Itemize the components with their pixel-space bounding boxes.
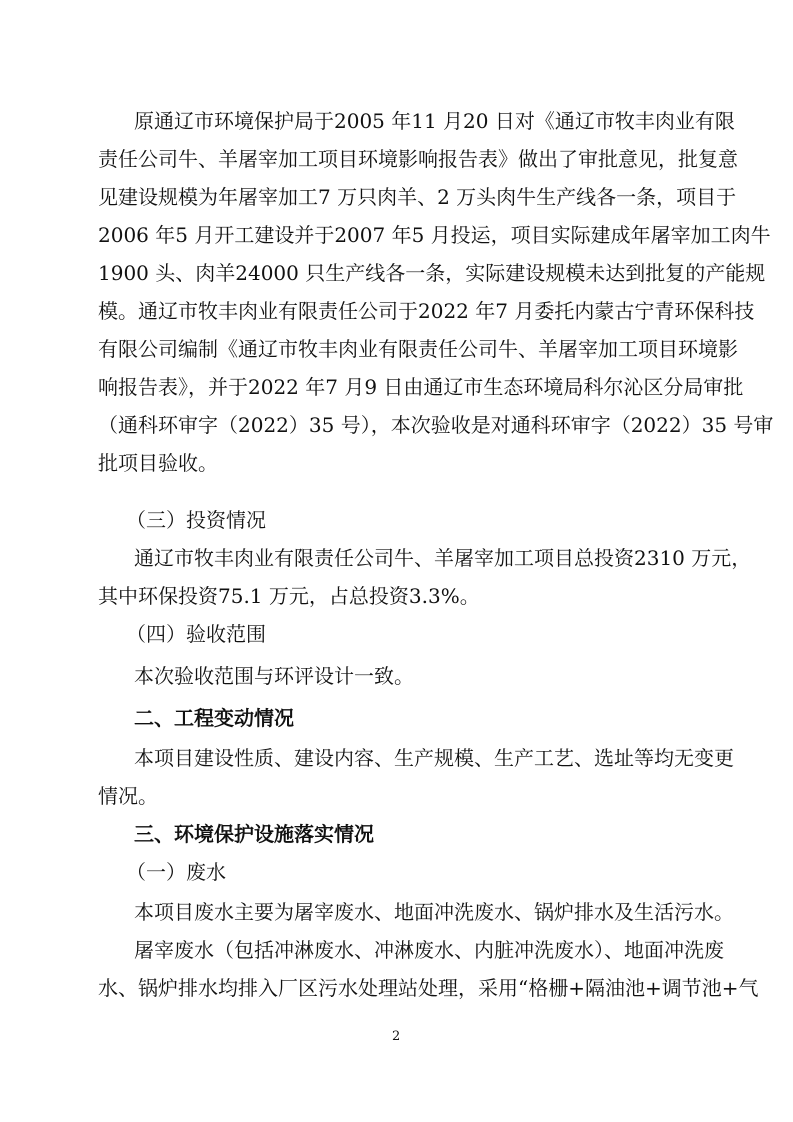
paragraph-line: 通辽市牧丰肉业有限责任公司牛、羊屠宰加工项目总投资2310 万元， [134, 546, 752, 570]
section-heading: 二、工程变动情况 [134, 706, 294, 730]
paragraph-line: 本项目废水主要为屠宰废水、地面冲洗废水、锅炉排水及生活污水。 [134, 900, 734, 924]
paragraph-line: 见建设规模为年屠宰加工7 万只肉羊、2 万头肉牛生产线各一条，项目于 [98, 185, 737, 209]
paragraph-line: 模。通辽市牧丰肉业有限责任公司于2022 年7 月委托内蒙古宁青环保科技 [98, 299, 755, 323]
paragraph-line: 本次验收范围与环评设计一致。 [134, 664, 414, 688]
paragraph-line: 屠宰废水（包括冲淋废水、冲淋废水、内脏冲洗废水）、地面冲洗废 [134, 938, 724, 962]
subsection-heading: （三）投资情况 [126, 508, 266, 532]
paragraph-line: 1900 头、肉羊24000 只生产线各一条，实际建设规模未达到批复的产能规 [98, 261, 766, 285]
paragraph-line: 批项目验收。 [98, 451, 218, 475]
paragraph-line: 本项目建设性质、建设内容、生产规模、生产工艺、选址等均无变更 [134, 746, 734, 770]
paragraph-line: 情况。 [98, 784, 158, 808]
subsection-heading: （四）验收范围 [126, 622, 266, 646]
paragraph-line: 原通辽市环境保护局于2005 年11 月20 日对《通辽市牧丰肉业有限 [134, 109, 735, 133]
paragraph-line: 2006 年5 月开工建设并于2007 年5 月投运，项目实际建成年屠宰加工肉牛 [98, 223, 771, 247]
section-heading: 三、环境保护设施落实情况 [134, 822, 374, 846]
paragraph-line: 响报告表》，并于2022 年7 月9 日由通辽市生态环境局科尔沁区分局审批 [98, 375, 744, 399]
subsection-heading: （一）废水 [126, 860, 226, 884]
paragraph-line: 有限公司编制《通辽市牧丰肉业有限责任公司牛、羊屠宰加工项目环境影 [98, 337, 738, 361]
paragraph-line: （通科环审字（2022）35 号），本次验收是对通科环审字（2022）35 号审 [98, 413, 774, 437]
paragraph-line: 其中环保投资75.1 万元，占总投资3.3%。 [98, 584, 480, 608]
page-number: 2 [392, 1029, 401, 1044]
paragraph-line: 责任公司牛、羊屠宰加工项目环境影响报告表》做出了审批意见，批复意 [98, 147, 738, 171]
paragraph-line: 水、锅炉排水均排入厂区污水处理站处理，采用“格栅+隔油池+调节池+气 [98, 976, 759, 1000]
